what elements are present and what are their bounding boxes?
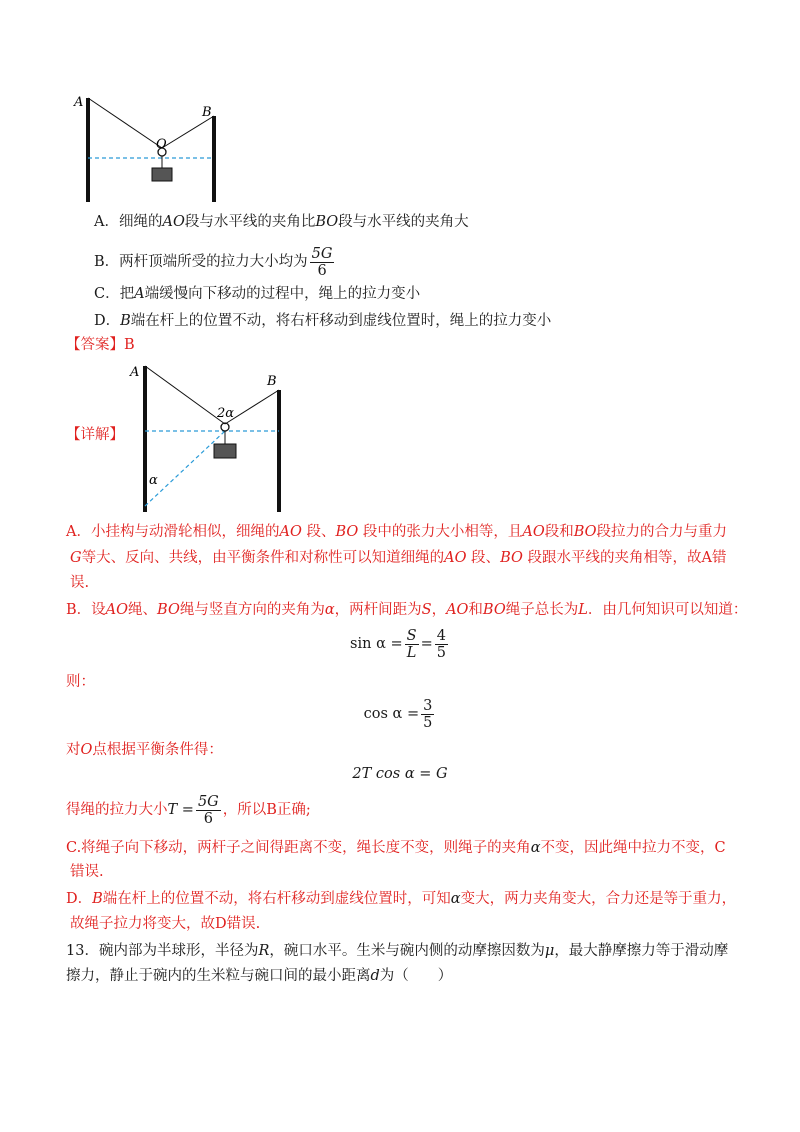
- weight-block: [152, 168, 172, 181]
- question-13-line1: 13．碗内部为半球形，半径为R，碗口水平。生米与碗内侧的动摩擦因数为μ，最大静摩擦力等于滑动摩: [66, 943, 729, 959]
- tension-result-line: 得绳的拉力大小T = $\frac{5G}{6}$ ，所以B正确;: [66, 793, 311, 827]
- pulley-hook: [221, 423, 229, 431]
- label-b: B: [267, 374, 277, 389]
- option-d: D．B端在杆上的位置不动，将右杆移动到虚线位置时，绳上的拉力变小: [94, 313, 552, 329]
- label-a: A: [74, 95, 84, 110]
- equation-cos: cos α = $\frac{3}{5}$: [363, 697, 433, 731]
- explain-d-line1: D．B端在杆上的位置不动，将右杆移动到虚线位置时，可知α变大，两力夹角变大，合力还是等于重力，: [66, 891, 737, 907]
- explain-d-line2: 故绳子拉力将变大，故D错误.: [70, 916, 261, 932]
- label-b: B: [202, 105, 212, 120]
- question-13-line2: 擦力，静止于碗内的生米粒与碗口间的最小距离d为（ ）: [66, 968, 453, 984]
- equation-sin: sin α = $\frac{S}{L}$ = $\frac{4}{5}$: [350, 627, 446, 661]
- label-a: A: [130, 365, 140, 380]
- answer-label: 【答案】: [66, 337, 124, 353]
- explain-b-line1: B．设AO绳、BO绳与竖直方向的夹角为α，两杆间距为S，AO和BO绳子总长为L．由几何知识可以知道：: [66, 602, 748, 618]
- then-label: 则：: [66, 674, 95, 690]
- point-o-line: 对O点根据平衡条件得：: [66, 742, 223, 758]
- label-o: O: [156, 137, 167, 152]
- dashed-extension: [145, 431, 225, 506]
- option-b: B．两杆顶端所受的拉力大小均为 $\frac{5G}{6}$: [94, 245, 333, 279]
- label-2alpha: 2α: [217, 406, 235, 421]
- rope-ao: [145, 366, 225, 424]
- rope-ao: [88, 98, 162, 148]
- figure-pulley-1: [70, 90, 240, 205]
- option-c: C．把A端缓慢向下移动的过程中，绳上的拉力变小: [94, 286, 421, 302]
- fraction-5g-6: $\frac{5G}{6}$: [311, 245, 333, 279]
- answer-line: [66, 335, 135, 355]
- equation-balance: 2T cos α = G: [352, 766, 448, 782]
- rope-bo: [162, 116, 214, 148]
- answer-value: B: [124, 337, 135, 353]
- weight-block: [214, 444, 236, 458]
- explain-a-line2: G等大、反向、共线，由平衡条件和对称性可以知道细绳的AO 段、BO 段跟水平线的夹角相等，故A错: [70, 550, 727, 566]
- explain-a-line1: A．小挂构与动滑轮相似，细绳的AO 段、BO 段中的张力大小相等，且AO段和BO段拉力的合力与重力: [66, 524, 728, 540]
- explain-c-line1: C.将绳子向下移动，两杆子之间得距离不变，绳长度不变，则绳子的夹角α不变，因此绳中拉力不变，C: [66, 840, 726, 856]
- label-alpha: α: [149, 473, 158, 488]
- detail-label: 【详解】: [66, 427, 124, 443]
- option-a: A．细绳的AO段与水平线的夹角比BO段与水平线的夹角大: [94, 214, 469, 230]
- explain-a-line3: 误.: [70, 575, 90, 591]
- figure-pulley-2: [125, 360, 295, 520]
- explain-c-line2: 错误.: [70, 864, 104, 880]
